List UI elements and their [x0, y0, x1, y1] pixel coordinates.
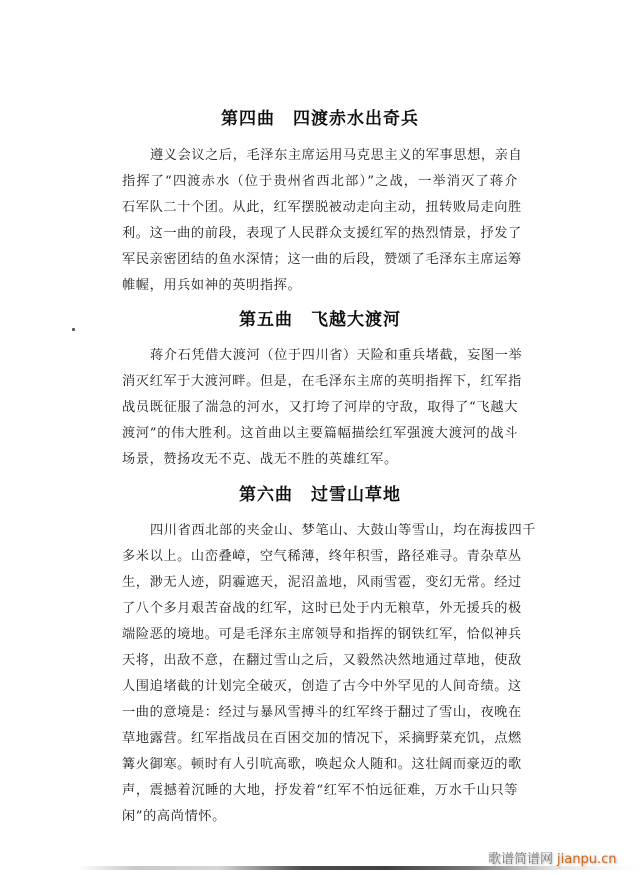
text-line: 篝火御寒。顿时有人引吭高歌，唤起众人随和。这壮阔而豪迈的歌	[122, 757, 522, 772]
text-line: 端险恶的境地。可是毛泽东主席领导和指挥的钢铁红军，恰似神兵	[122, 627, 522, 642]
watermark-cn: 歌谱简谱网	[488, 852, 554, 867]
section-title-6	[0, 480, 640, 505]
text-line: 利。这一曲的前段，表现了人民群众支援红军的热烈情景，抒发了	[122, 226, 522, 241]
text-line: 消灭红军于大渡河畔。但是，在毛泽东主席的英明指挥下，红军指	[122, 374, 522, 389]
section-5-paragraph	[122, 343, 523, 473]
text-line: 四川省西北部的夹金山、梦笔山、大鼓山等雪山，均在海拔四千	[150, 523, 537, 538]
section-6-paragraph	[122, 518, 537, 830]
text-line: 战员既征服了湍急的河水，又打垮了河岸的守敌，取得了“飞越大	[122, 400, 518, 415]
section-heading: 四渡赤水出奇兵	[293, 109, 419, 129]
text-line: 天将，出敌不意，在翻过雪山之后，又毅然决然地通过草地，使敌	[122, 653, 522, 668]
text-line: 指挥了“四渡赤水（位于贵州省西北部）”之战，一举消灭了蒋介	[122, 174, 518, 189]
scan-speck	[72, 328, 75, 331]
text-line: 场景，赞扬攻无不克、战无不胜的英雄红军。	[122, 452, 398, 467]
section-number: 第四曲	[221, 109, 275, 129]
text-line: 了八个多月艰苦奋战的红军，这时已处于内无粮草，外无援兵的极	[122, 601, 522, 616]
watermark-latin: jianpu.cn	[557, 852, 617, 867]
text-line: 声，震撼着沉睡的大地，抒发着“红军不怕远征难，万水千山只等	[122, 783, 518, 798]
section-title-4	[0, 104, 640, 129]
text-line: 人围追堵截的计划完全破灭，创造了古今中外罕见的人间奇绩。这	[122, 679, 522, 694]
watermark	[488, 848, 616, 867]
section-heading: 飞越大渡河	[311, 310, 401, 330]
text-line: 多米以上。山峦叠嶂，空气稀薄，终年积雪，路径难寻。青杂草丛	[122, 549, 522, 564]
text-line: 一曲的意境是：经过与暴风雪搏斗的红军终于翻过了雪山，夜晚在	[122, 705, 522, 720]
text-line: 渡河”的伟大胜利。这首曲以主要篇幅描绘红军强渡大渡河的战斗	[122, 426, 518, 441]
text-line: 帷幄，用兵如神的英明指挥。	[122, 278, 302, 293]
section-4-paragraph	[122, 143, 523, 299]
text-line: 生，渺无人迹，阴霾遮天，泥沼盖地，风雨雪雹，变幻无常。经过	[122, 575, 522, 590]
text-line: 闲”的高尚情怀。	[122, 809, 226, 824]
section-number: 第五曲	[239, 310, 293, 330]
section-number: 第六曲	[239, 485, 293, 505]
section-title-5	[0, 305, 640, 330]
text-line: 草地露营。红军指战员在百困交加的情况下，采摘野菜充饥，点燃	[122, 731, 522, 746]
section-heading: 过雪山草地	[311, 485, 401, 505]
text-line: 石军队二十个团。从此，红军摆脱被动走向主动，扭转败局走向胜	[122, 200, 522, 215]
text-line: 蒋介石凭借大渡河（位于四川省）天险和重兵堵截，妄图一举	[150, 348, 523, 363]
text-line: 遵义会议之后，毛泽东主席运用马克思主义的军事思想，亲自	[150, 148, 523, 163]
text-line: 军民亲密团结的鱼水深情；这一曲的后段，赞颂了毛泽东主席运筹	[122, 252, 522, 267]
